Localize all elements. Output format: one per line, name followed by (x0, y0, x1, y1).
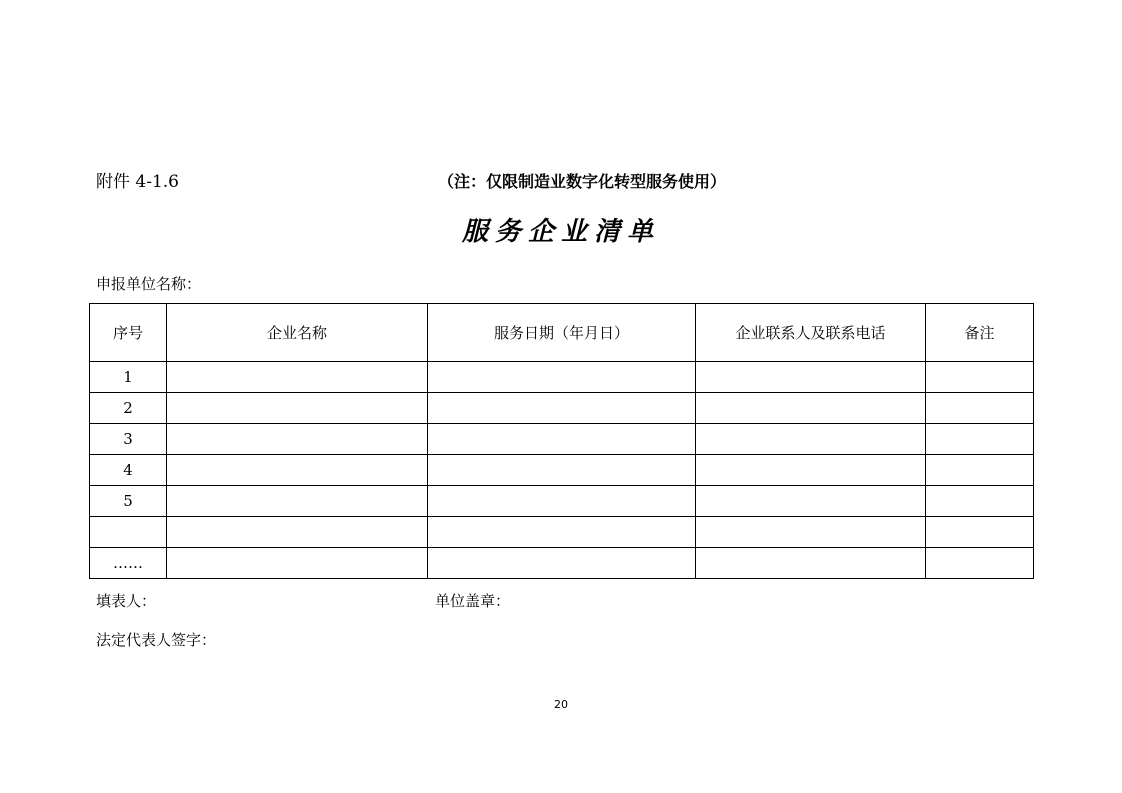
cell-remarks[interactable] (926, 517, 1034, 548)
table-header-row (90, 304, 1034, 362)
cell-service-date[interactable] (428, 548, 696, 579)
column-header-company: 企业名称 (167, 304, 428, 362)
table-row (90, 517, 1034, 548)
cell-company[interactable] (167, 486, 428, 517)
applicant-name-label: 申报单位名称： (96, 275, 202, 293)
attachment-label: 附件 4-1.6 (96, 172, 179, 192)
cell-service-date[interactable] (428, 424, 696, 455)
unit-seal-label: 单位盖章： (435, 592, 511, 610)
cell-serial[interactable]: 3 (90, 424, 167, 455)
cell-contact[interactable] (696, 486, 926, 517)
cell-contact[interactable] (696, 517, 926, 548)
cell-serial[interactable]: …… (90, 548, 167, 579)
cell-contact[interactable] (696, 393, 926, 424)
cell-company[interactable] (167, 393, 428, 424)
cell-contact[interactable] (696, 362, 926, 393)
cell-company[interactable] (167, 548, 428, 579)
cell-remarks[interactable] (926, 548, 1034, 579)
table-row (90, 393, 1034, 424)
table-row (90, 362, 1034, 393)
table-row (90, 455, 1034, 486)
form-filler-label: 填表人： (96, 592, 157, 610)
column-header-service-date: 服务日期（年月日） (428, 304, 696, 362)
table-row (90, 486, 1034, 517)
table-row (90, 548, 1034, 579)
cell-service-date[interactable] (428, 517, 696, 548)
column-header-remarks: 备注 (926, 304, 1034, 362)
cell-serial[interactable]: 1 (90, 362, 167, 393)
cell-service-date[interactable] (428, 362, 696, 393)
cell-company[interactable] (167, 517, 428, 548)
usage-note: （注：仅限制造业数字化转型服务使用） (438, 172, 727, 191)
cell-serial[interactable] (90, 517, 167, 548)
cell-company[interactable] (167, 455, 428, 486)
cell-company[interactable] (167, 362, 428, 393)
cell-contact[interactable] (696, 424, 926, 455)
page-number: 20 (554, 698, 568, 711)
cell-serial[interactable]: 5 (90, 486, 167, 517)
cell-remarks[interactable] (926, 393, 1034, 424)
cell-remarks[interactable] (926, 455, 1034, 486)
cell-contact[interactable] (696, 455, 926, 486)
table-row (90, 424, 1034, 455)
cell-company[interactable] (167, 424, 428, 455)
page-title: 服务企业清单 (461, 217, 660, 247)
cell-service-date[interactable] (428, 486, 696, 517)
cell-service-date[interactable] (428, 393, 696, 424)
column-header-serial: 序号 (90, 304, 167, 362)
cell-serial[interactable]: 4 (90, 455, 167, 486)
cell-service-date[interactable] (428, 455, 696, 486)
cell-contact[interactable] (696, 548, 926, 579)
service-enterprise-table (89, 303, 1034, 579)
cell-remarks[interactable] (926, 486, 1034, 517)
cell-remarks[interactable] (926, 362, 1034, 393)
column-header-contact: 企业联系人及联系电话 (696, 304, 926, 362)
legal-representative-signature-label: 法定代表人签字： (96, 631, 217, 649)
cell-serial[interactable]: 2 (90, 393, 167, 424)
cell-remarks[interactable] (926, 424, 1034, 455)
